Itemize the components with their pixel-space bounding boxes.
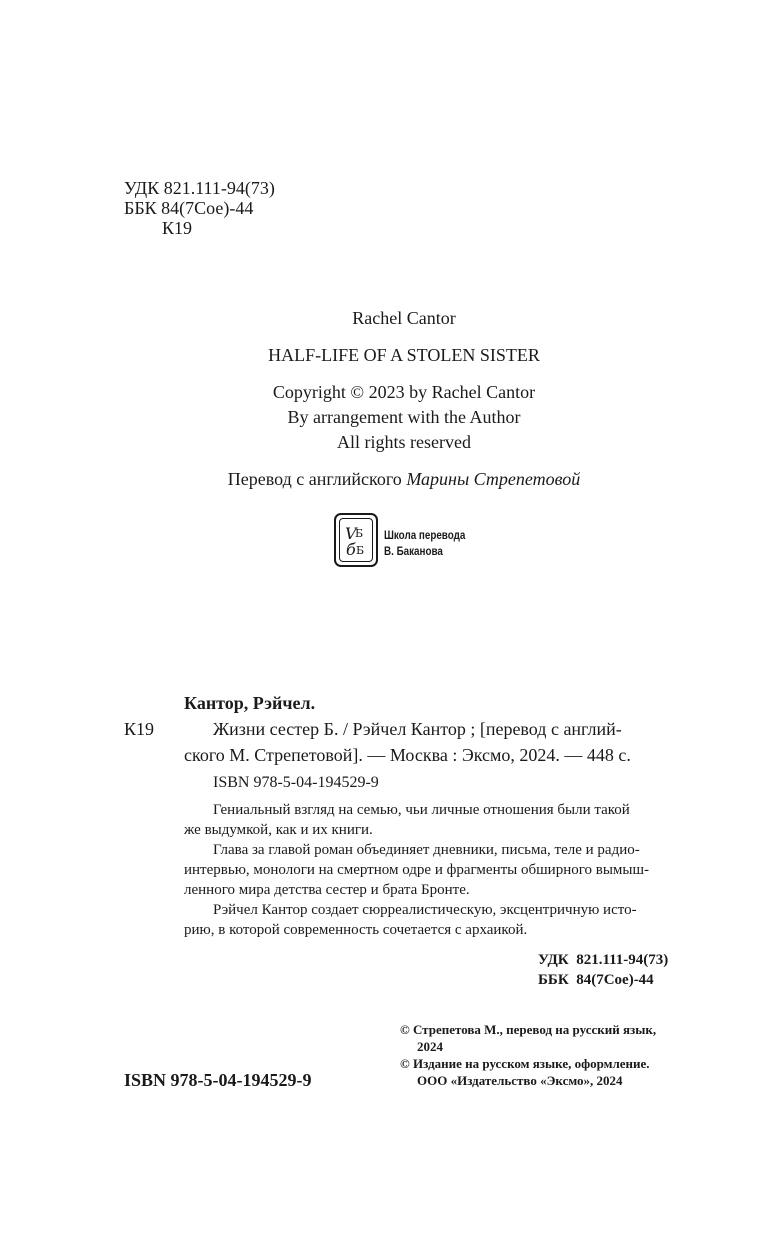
footer-isbn: ISBN 978-5-04-194529-9	[124, 1070, 312, 1090]
copyright-edition-1: © Издание на русском языке, оформление.	[400, 1056, 650, 1071]
annotation-line-6: Рэйчел Кантор создает сюрреалистическую, эксцентричную исто-	[213, 902, 637, 918]
annotation-line-5: ленного мира детства сестер и брата Бронте.	[184, 882, 470, 898]
annotation-line-7: рию, в которой современность сочетается с архаикой.	[184, 922, 528, 938]
logo-line-2: В. Баканова	[384, 544, 443, 558]
annotation-line-4: интервью, монологи на смертном одре и фрагменты обширного вымыш-	[184, 862, 650, 878]
annotation-line-2: же выдумкой, как и их книги.	[184, 822, 373, 838]
annotation-line-1: Гениальный взгляд на семью, чьи личные отношения были такой	[213, 802, 630, 818]
translation-credit	[0, 469, 768, 489]
translator-name: Марины Стрепетовой	[406, 469, 581, 489]
record-line-1: Жизни сестер Б. / Рэйчел Кантор ; [перевод с англий-	[213, 719, 622, 739]
copyright-translation-2: 2024	[417, 1039, 443, 1054]
header-bbk: ББК 84(7Сое)-44	[124, 198, 254, 218]
copyright-line: Copyright © 2023 by Rachel Cantor	[272, 382, 536, 402]
arrangement-line: By arrangement with the Author	[287, 407, 521, 427]
record-bbk: ББК 84(7Сое)-44	[538, 972, 654, 988]
svg-text:Б: Б	[355, 527, 364, 540]
copyright-edition-2: ООО «Издательство «Эксмо», 2024	[417, 1073, 623, 1088]
translation-prefix: Перевод с английского	[227, 469, 402, 489]
rights-line: All rights reserved	[337, 432, 471, 452]
original-author: Rachel Cantor	[352, 308, 456, 328]
header-udk: УДК 821.111-94(73)	[124, 178, 275, 198]
record-line-2: ского М. Стрепетовой]. — Москва : Эксмо, 2024. — 448 с.	[184, 745, 631, 765]
publisher-series-name	[384, 527, 465, 559]
record-udk: УДК 821.111-94(73)	[538, 952, 669, 968]
svg-text:V: V	[345, 524, 357, 543]
record-author-mark: К19	[124, 719, 155, 739]
publisher-emblem-icon	[334, 513, 378, 567]
annotation-line-3: Глава за главой роман объединяет дневники, письма, теле и радио-	[213, 842, 640, 858]
original-title: HALF-LIFE OF A STOLEN SISTER	[268, 345, 540, 365]
svg-text:б: б	[346, 540, 356, 559]
copyright-translation-1: © Стрепетова М., перевод на русский язык,	[400, 1022, 657, 1037]
record-isbn: ISBN 978-5-04-194529-9	[213, 774, 379, 791]
record-heading: Кантор, Рэйчел.	[184, 693, 316, 713]
header-author-mark: К19	[162, 218, 193, 238]
logo-line-1: Школа перевода	[384, 528, 466, 542]
svg-text:Б: Б	[356, 544, 365, 557]
